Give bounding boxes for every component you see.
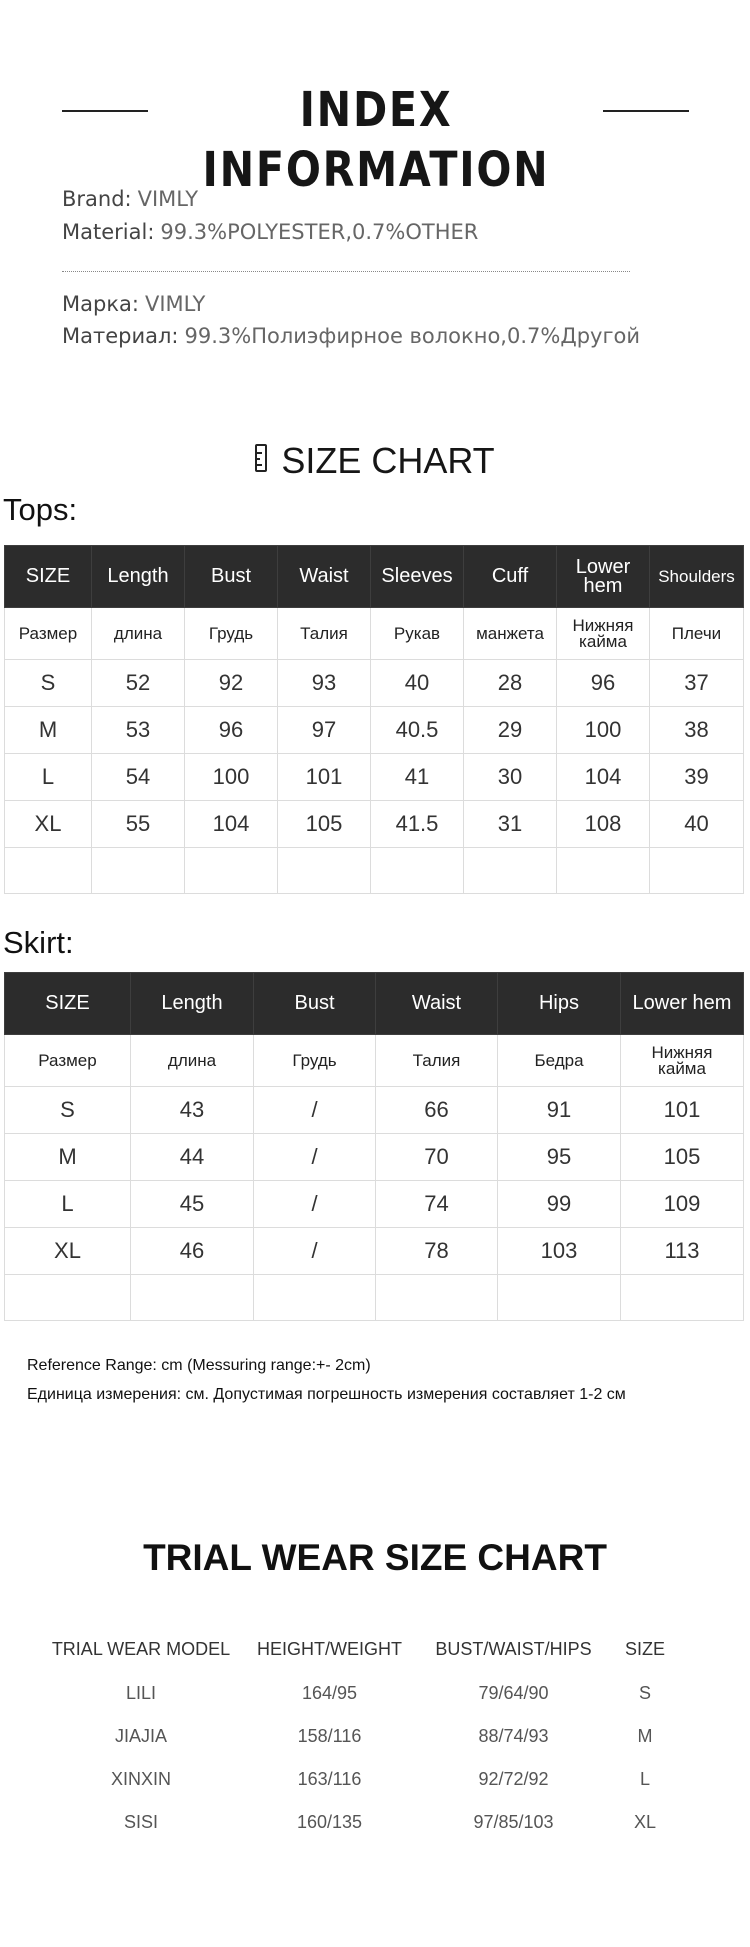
- tops-cell: L: [5, 754, 92, 801]
- tops-header-ru-cell: Грудь: [185, 608, 278, 660]
- empty-cell: [5, 848, 92, 894]
- trial-cell: 92/72/92: [478, 1769, 549, 1789]
- tops-cell: 53: [92, 707, 185, 754]
- index-title: INDEX INFORMATION: [202, 82, 550, 198]
- empty-cell: [5, 1275, 131, 1321]
- skirt-cell: 99: [498, 1181, 621, 1228]
- tops-cell: 104: [557, 754, 650, 801]
- tops-header-cell: Shoulders: [650, 546, 744, 608]
- trial-cell: XL: [633, 1812, 657, 1832]
- table-row: [45, 1672, 685, 1715]
- skirt-cell: 105: [621, 1134, 744, 1181]
- tops-cell: S: [5, 660, 92, 707]
- table-row: [5, 1181, 744, 1228]
- tops-cell: 101: [278, 754, 371, 801]
- trial-header-cell: HEIGHT/WEIGHT: [257, 1638, 402, 1659]
- material-value: 99.3%POLYESTER,0.7%OTHER: [160, 220, 479, 244]
- trial-header-cell: TRIAL WEAR MODEL: [51, 1638, 231, 1659]
- tops-cell: 108: [557, 801, 650, 848]
- tops-cell: 104: [185, 801, 278, 848]
- skirt-cell: 101: [621, 1087, 744, 1134]
- brand-value: VIMLY: [137, 187, 199, 211]
- skirt-cell: 91: [498, 1087, 621, 1134]
- tops-cell: 40.5: [371, 707, 464, 754]
- tops-cell: 29: [464, 707, 557, 754]
- trial-cell: 88/74/93: [478, 1726, 549, 1746]
- empty-cell: [650, 848, 744, 894]
- tops-cell: 97: [278, 707, 371, 754]
- tops-cell: M: [5, 707, 92, 754]
- tops-header-cell: SIZE: [5, 546, 92, 608]
- tops-cell: 52: [92, 660, 185, 707]
- table-row: [5, 801, 744, 848]
- skirt-cell: /: [254, 1181, 376, 1228]
- size-chart-header: [0, 438, 750, 484]
- trial-cell: 79/64/90: [478, 1683, 549, 1703]
- ruler-icon: [255, 444, 267, 472]
- skirt-header-ru-cell: Размер: [5, 1035, 131, 1087]
- empty-cell: [498, 1275, 621, 1321]
- skirt-header-row: [5, 973, 744, 1035]
- trial-cell: L: [639, 1769, 650, 1789]
- skirt-cell: 74: [376, 1181, 498, 1228]
- trial-wear-title: TRIAL WEAR SIZE CHART: [143, 1537, 607, 1578]
- skirt-header-ru-row: [5, 1035, 744, 1087]
- skirt-header-ru-cell: длина: [131, 1035, 254, 1087]
- material-label: Material:: [62, 220, 155, 244]
- tops-cell: 39: [650, 754, 744, 801]
- tops-cell: 100: [557, 707, 650, 754]
- trial-cell: SISI: [123, 1812, 158, 1832]
- tops-cell: 105: [278, 801, 371, 848]
- table-row-empty: [5, 1275, 744, 1321]
- skirt-header-cell: Waist: [376, 973, 498, 1035]
- header-rule-left: [62, 110, 148, 112]
- tops-cell: 41.5: [371, 801, 464, 848]
- trial-cell: 158/116: [297, 1726, 362, 1746]
- tops-cell: 92: [185, 660, 278, 707]
- header-rule-right: [603, 110, 689, 112]
- tops-cell: 40: [650, 801, 744, 848]
- skirt-cell: 95: [498, 1134, 621, 1181]
- skirt-header-cell: Bust: [254, 973, 376, 1035]
- reference-range-note-ru: Единица измерения: см. Допустимая погрешность измерения составляет 1-2 см: [27, 1386, 626, 1403]
- skirt-cell: /: [254, 1228, 376, 1275]
- skirt-cell: 46: [131, 1228, 254, 1275]
- table-row: [45, 1758, 685, 1801]
- skirt-cell: S: [5, 1087, 131, 1134]
- skirt-cell: XL: [5, 1228, 131, 1275]
- table-row: [5, 1228, 744, 1275]
- tops-cell: 37: [650, 660, 744, 707]
- skirt-label: Skirt:: [3, 925, 74, 960]
- reference-range-note: Reference Range: cm (Messuring range:+- 2cm): [27, 1357, 371, 1374]
- empty-cell: [464, 848, 557, 894]
- empty-cell: [278, 848, 371, 894]
- tops-cell: XL: [5, 801, 92, 848]
- table-row: [5, 1134, 744, 1181]
- skirt-cell: /: [254, 1134, 376, 1181]
- tops-cell: 31: [464, 801, 557, 848]
- skirt-cell: 113: [621, 1228, 744, 1275]
- dotted-divider: [62, 271, 630, 272]
- tops-cell: 55: [92, 801, 185, 848]
- skirt-cell: 44: [131, 1134, 254, 1181]
- material-value-ru: 99.3%Полиэфирное волокно,0.7%Другой: [184, 324, 641, 348]
- trial-cell: XINXIN: [110, 1769, 171, 1789]
- trial-wear-table: [45, 1626, 685, 1844]
- brand-label-ru: Марка:: [62, 292, 139, 316]
- tops-header-ru-cell: Плечи: [650, 608, 744, 660]
- size-chart-title: SIZE CHART: [281, 440, 495, 481]
- empty-cell: [371, 848, 464, 894]
- trial-header-cell: BUST/WAIST/HIPS: [435, 1638, 592, 1659]
- skirt-header-ru-cell: Грудь: [254, 1035, 376, 1087]
- index-header: [0, 80, 750, 198]
- tops-header-cell: Lower hem: [557, 546, 650, 608]
- tops-header-ru-cell: Размер: [5, 608, 92, 660]
- skirt-cell: 78: [376, 1228, 498, 1275]
- table-row: [5, 1087, 744, 1134]
- trial-header-cell: SIZE: [624, 1638, 665, 1659]
- table-row: [5, 754, 744, 801]
- table-row: [5, 660, 744, 707]
- table-row: [45, 1801, 685, 1844]
- skirt-header-cell: SIZE: [5, 973, 131, 1035]
- tops-header-ru-cell: Нижняя кайма: [557, 608, 650, 660]
- empty-cell: [254, 1275, 376, 1321]
- tops-header-cell: Length: [92, 546, 185, 608]
- skirt-cell: 66: [376, 1087, 498, 1134]
- tops-cell: 41: [371, 754, 464, 801]
- empty-cell: [92, 848, 185, 894]
- trial-cell: M: [637, 1726, 653, 1746]
- tops-header-ru-cell: Рукав: [371, 608, 464, 660]
- tops-cell: 54: [92, 754, 185, 801]
- empty-cell: [621, 1275, 744, 1321]
- brand-value-ru: VIMLY: [144, 292, 206, 316]
- table-row-empty: [5, 848, 744, 894]
- brand-label: Brand:: [62, 187, 132, 211]
- tops-cell: 100: [185, 754, 278, 801]
- material-line-ru: [62, 324, 640, 348]
- skirt-header-ru-cell: Бедра: [498, 1035, 621, 1087]
- brand-line-en: [62, 187, 198, 211]
- trial-cell: 160/135: [296, 1812, 363, 1832]
- tops-size-table: [4, 545, 744, 894]
- skirt-header-cell: Lower hem: [621, 973, 744, 1035]
- empty-cell: [557, 848, 650, 894]
- empty-cell: [185, 848, 278, 894]
- tops-label: Tops:: [3, 492, 78, 527]
- empty-cell: [131, 1275, 254, 1321]
- skirt-header-cell: Hips: [498, 973, 621, 1035]
- trial-cell: 97/85/103: [473, 1812, 554, 1832]
- skirt-cell: M: [5, 1134, 131, 1181]
- skirt-cell: 43: [131, 1087, 254, 1134]
- skirt-cell: L: [5, 1181, 131, 1228]
- skirt-cell: 109: [621, 1181, 744, 1228]
- skirt-cell: 45: [131, 1181, 254, 1228]
- trial-header-row: [45, 1626, 685, 1672]
- trial-cell: 164/95: [301, 1683, 358, 1703]
- table-row: [5, 707, 744, 754]
- skirt-size-table: [4, 972, 744, 1321]
- skirt-cell: 70: [376, 1134, 498, 1181]
- skirt-header-ru-cell: Нижняя кайма: [621, 1035, 744, 1087]
- tops-cell: 38: [650, 707, 744, 754]
- tops-cell: 28: [464, 660, 557, 707]
- empty-cell: [376, 1275, 498, 1321]
- tops-header-cell: Bust: [185, 546, 278, 608]
- trial-cell: 163/116: [297, 1769, 362, 1789]
- skirt-cell: /: [254, 1087, 376, 1134]
- tops-header-cell: Cuff: [464, 546, 557, 608]
- tops-header-ru-cell: манжета: [464, 608, 557, 660]
- tops-cell: 40: [371, 660, 464, 707]
- tops-cell: 96: [185, 707, 278, 754]
- material-line-en: [62, 220, 478, 244]
- tops-header-cell: Sleeves: [371, 546, 464, 608]
- tops-header-ru-row: [5, 608, 744, 660]
- trial-cell: S: [638, 1683, 651, 1703]
- tops-header-cell: Waist: [278, 546, 371, 608]
- tops-cell: 96: [557, 660, 650, 707]
- tops-header-ru-cell: Талия: [278, 608, 371, 660]
- table-row: [45, 1715, 685, 1758]
- tops-cell: 93: [278, 660, 371, 707]
- tops-header-row: [5, 546, 744, 608]
- tops-cell: 30: [464, 754, 557, 801]
- skirt-header-cell: Length: [131, 973, 254, 1035]
- tops-header-ru-cell: длина: [92, 608, 185, 660]
- trial-cell: LILI: [125, 1683, 157, 1703]
- skirt-header-ru-cell: Талия: [376, 1035, 498, 1087]
- trial-cell: JIAJIA: [114, 1726, 167, 1746]
- skirt-cell: 103: [498, 1228, 621, 1275]
- material-label-ru: Материал:: [62, 324, 179, 348]
- brand-line-ru: [62, 292, 205, 316]
